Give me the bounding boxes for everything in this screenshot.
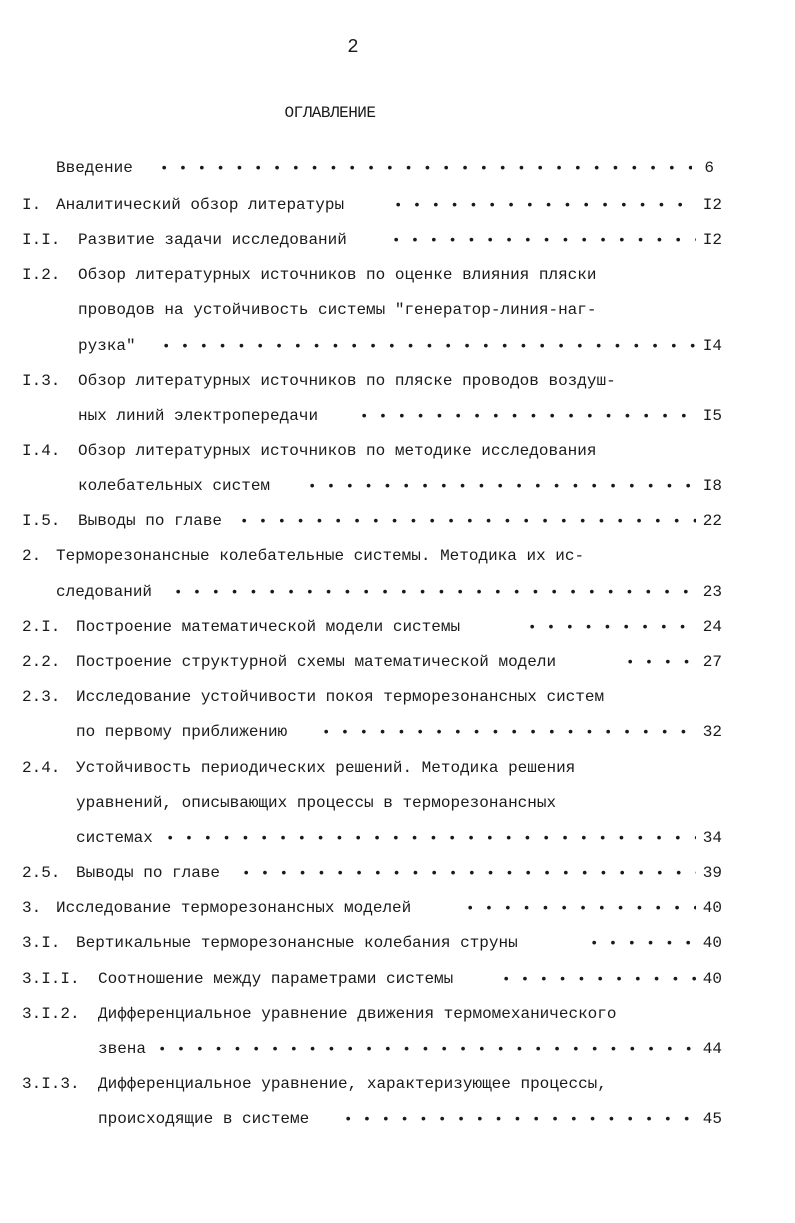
dot-leader	[166, 825, 696, 851]
dot-leader	[626, 649, 696, 675]
toc-entry-1-2-cont	[78, 297, 722, 323]
dot-leader	[392, 227, 696, 253]
toc-entry-page: I2	[702, 196, 722, 214]
toc-entry-1-4-cont	[78, 473, 722, 499]
toc-entry-text: Выводы по главе	[76, 864, 221, 882]
toc-entry-number: 2.5.	[22, 864, 61, 882]
toc-entry-3-1-3[interactable]	[22, 1071, 722, 1097]
toc-entry-text: Терморезонансные колебательные системы. Методика их ис-	[56, 547, 585, 565]
toc-entry-text: Построение структурной схемы математической модели	[76, 653, 557, 671]
dot-leader	[242, 860, 696, 886]
toc-entry-text: системах	[76, 829, 153, 847]
toc-entry-number: 2.I.	[22, 618, 61, 636]
toc-entry-1-4[interactable]	[22, 438, 722, 464]
toc-entry-number: I.4.	[22, 442, 61, 460]
toc-entry-2-1[interactable]	[22, 614, 722, 640]
toc-entry-3-1[interactable]	[22, 930, 722, 956]
toc-entry-page: I8	[702, 477, 722, 495]
page-number: 2	[347, 36, 359, 58]
toc-entry-text: следований	[56, 583, 153, 601]
toc-entry-2-4[interactable]	[22, 755, 722, 781]
toc-entry-1-3[interactable]	[22, 368, 722, 394]
dot-leader	[322, 719, 696, 745]
toc-entry-text: колебательных систем	[78, 477, 271, 495]
dot-leader	[344, 1106, 696, 1132]
toc-entry-page: I4	[702, 337, 722, 355]
toc-entry-number: 3.I.I.	[22, 970, 80, 988]
dot-leader	[162, 333, 696, 359]
toc-entry-number: I.	[22, 196, 42, 214]
toc-entry-page: 27	[702, 653, 722, 671]
toc-entry-page: 32	[702, 723, 722, 741]
toc-entry-text: уравнений, описывающих процессы в терморезонансных	[76, 794, 557, 812]
toc-entry-text: Устойчивость периодических решений. Методика решения	[76, 759, 576, 777]
toc-entry-page: 40	[702, 934, 722, 952]
toc-entry-number: 2.	[22, 547, 42, 565]
toc-entry-page: I5	[702, 407, 722, 425]
toc-entry-text: Выводы по главе	[78, 512, 223, 530]
toc-entry-number: 3.I.	[22, 934, 61, 952]
toc-entry-text: Обзор литературных источников по пляске проводов воздуш-	[78, 372, 616, 390]
dot-leader	[174, 579, 696, 605]
toc-entry-text: Исследование терморезонансных моделей	[56, 899, 412, 917]
toc-entry-2[interactable]	[22, 543, 722, 569]
toc-entry-1-2-cont2	[78, 333, 722, 359]
toc-entry-number: 3.I.2.	[22, 1005, 80, 1023]
toc-entry-text: звена	[98, 1040, 147, 1058]
toc-entry-3[interactable]	[22, 895, 722, 921]
toc-entry-1-3-cont	[78, 403, 722, 429]
dot-leader	[394, 192, 696, 218]
toc-entry-3-1-2[interactable]	[22, 1001, 722, 1027]
dot-leader	[158, 1036, 696, 1062]
toc-entry-page: 44	[702, 1040, 722, 1058]
toc-entry-2-4-cont2	[76, 825, 722, 851]
toc-entry-page: 40	[702, 899, 722, 917]
toc-entry-page: 24	[702, 618, 722, 636]
toc-title: ОГЛАВЛЕНИЕ	[284, 104, 376, 122]
toc-entry-number: I.2.	[22, 266, 61, 284]
toc-entry-number: 3.I.3.	[22, 1075, 80, 1093]
dot-leader	[308, 473, 696, 499]
toc-entry-text: проводов на устойчивость системы "генератор-линия-наг-	[78, 301, 597, 319]
toc-entry-text: рузка"	[78, 337, 136, 355]
dot-leader	[240, 508, 696, 534]
toc-entry-page: 40	[702, 970, 722, 988]
toc-entry-page: I2	[702, 231, 722, 249]
toc-entry-3-1-3-cont	[98, 1106, 722, 1132]
toc-entry-number: I.I.	[22, 231, 61, 249]
dot-leader	[590, 930, 696, 956]
toc-entry-page: 39	[702, 864, 722, 882]
toc-entry-number: I.5.	[22, 512, 61, 530]
toc-entry-page: 22	[702, 512, 722, 530]
dot-leader	[528, 614, 696, 640]
toc-entry-intro[interactable]	[56, 155, 714, 181]
dot-leader	[466, 895, 696, 921]
toc-entry-2-2[interactable]	[22, 649, 722, 675]
toc-entry-page: 6	[704, 159, 714, 177]
toc-entry-text: Соотношение между параметрами системы	[98, 970, 454, 988]
toc-entry-number: 3.	[22, 899, 42, 917]
toc-entry-text: происходящие в системе	[98, 1110, 310, 1128]
toc-entry-page: 34	[702, 829, 722, 847]
toc-entry-text: ных линий электропередачи	[78, 407, 319, 425]
toc-entry-text: Исследование устойчивости покоя терморезонансных систем	[76, 688, 605, 706]
toc-entry-text: по первому приближению	[76, 723, 288, 741]
toc-entry-text: Аналитический обзор литературы	[56, 196, 345, 214]
toc-entry-1[interactable]	[22, 192, 722, 218]
toc-entry-1-2[interactable]	[22, 262, 722, 288]
toc-entry-3-1-1[interactable]	[22, 966, 722, 992]
toc-entry-text: Обзор литературных источников по оценке влияния пляски	[78, 266, 597, 284]
toc-entry-page: 45	[702, 1110, 722, 1128]
toc-entry-number: 2.2.	[22, 653, 61, 671]
toc-entry-text: Вертикальные терморезонансные колебания струны	[76, 934, 518, 952]
dot-leader	[502, 966, 696, 992]
toc-entry-2-3[interactable]	[22, 684, 722, 710]
toc-entry-text: Обзор литературных источников по методике исследования	[78, 442, 597, 460]
toc-entry-2-3-cont	[76, 719, 722, 745]
toc-entry-text: Построение математической модели системы	[76, 618, 461, 636]
toc-entry-text: Дифференциальное уравнение, характеризующее процессы,	[98, 1075, 607, 1093]
toc-entry-3-1-2-cont	[98, 1036, 722, 1062]
toc-entry-number: 2.3.	[22, 688, 61, 706]
toc-entry-1-5[interactable]	[22, 508, 722, 534]
toc-entry-text: Развитие задачи исследований	[78, 231, 347, 249]
toc-entry-page: 23	[702, 583, 722, 601]
dot-leader	[160, 155, 692, 181]
dot-leader	[360, 403, 696, 429]
toc-entry-1-1[interactable]	[22, 227, 722, 253]
toc-entry-text: Дифференциальное уравнение движения термомеханического	[98, 1005, 617, 1023]
toc-entry-2-5[interactable]	[22, 860, 722, 886]
toc-entry-text: Введение	[56, 159, 133, 177]
toc-entry-2-4-cont	[76, 790, 722, 816]
toc-entry-2-cont	[56, 579, 722, 605]
toc-entry-number: I.3.	[22, 372, 61, 390]
toc-entry-number: 2.4.	[22, 759, 61, 777]
